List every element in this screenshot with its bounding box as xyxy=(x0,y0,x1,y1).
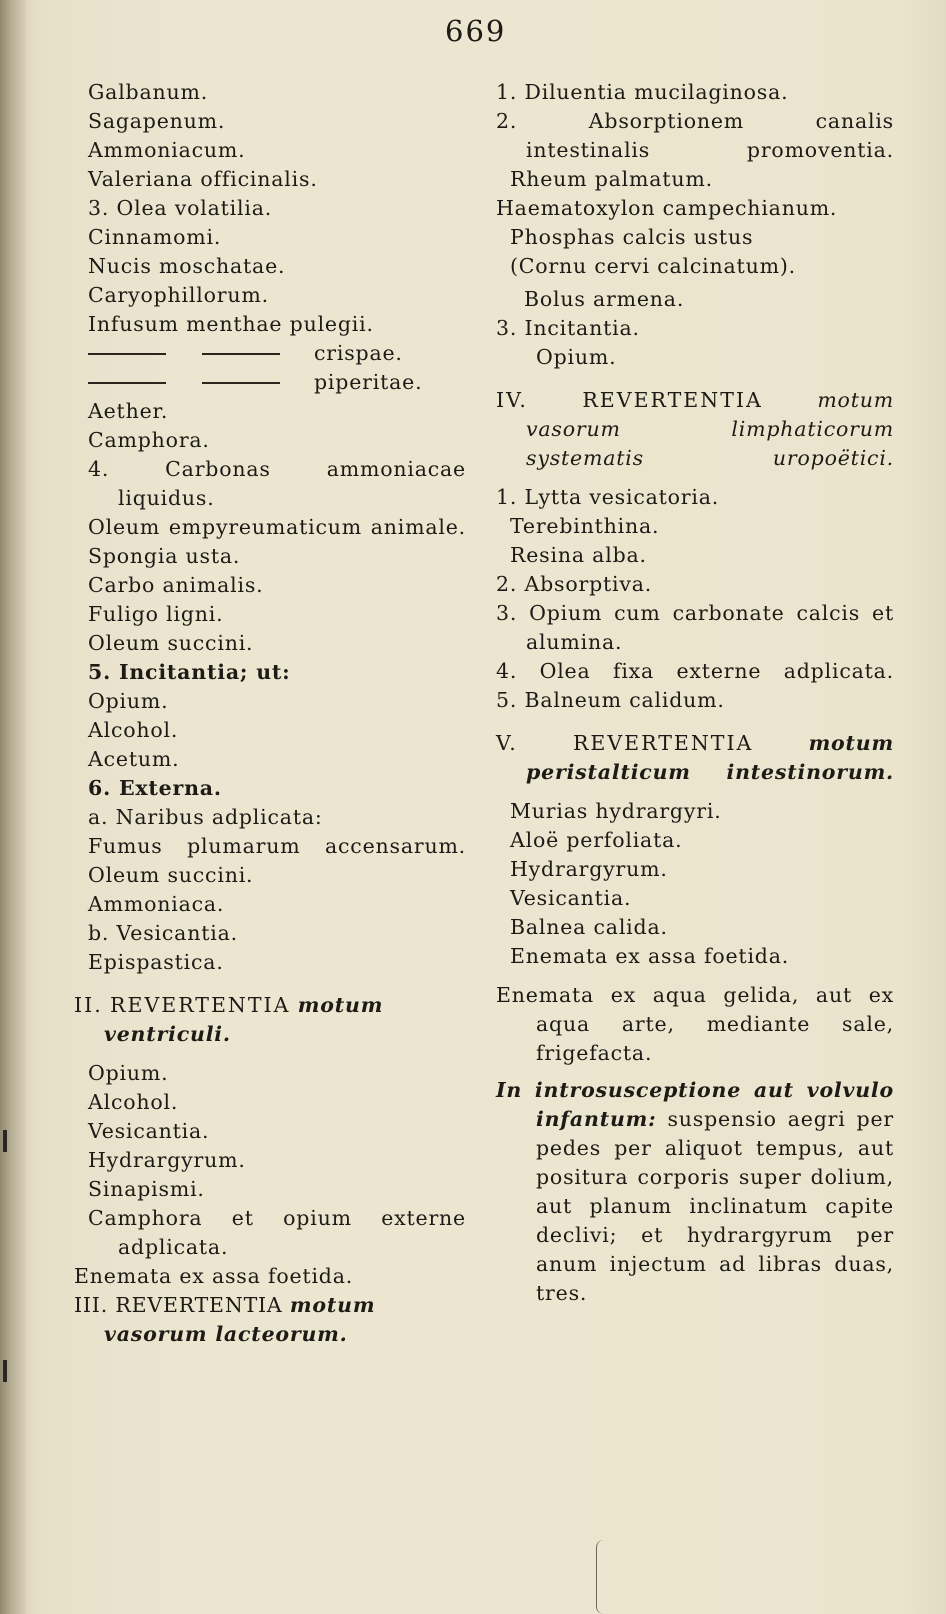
section-iv-number: IV. xyxy=(496,388,528,412)
entry-acetum: Acetum. xyxy=(88,747,180,771)
section-ii-caps: REVERTENTIA xyxy=(110,993,291,1017)
entry-carbonas-ammoniacae: 4. Carbonas ammoniacae liquidus. xyxy=(88,457,466,510)
left-column xyxy=(74,78,466,1349)
entry-oleum-succini: Oleum succini. xyxy=(88,631,254,655)
entry-vesicantia-v: Vesicantia. xyxy=(510,886,632,910)
section-ii-number: II. xyxy=(74,993,103,1017)
entry-oleum-succini-2: Oleum succini. xyxy=(88,863,254,887)
section-v-caps: REVERTENTIA xyxy=(572,731,754,755)
entry-vesicantia: b. Vesicantia. xyxy=(88,921,238,945)
entry-sagapenum: Sagapenum. xyxy=(88,109,226,133)
introsusceptione-text: suspensio aegri per pedes per aliquot tempus, aut positura corporis super dolium, aut planum inclinatum capite declivi; et hydrargyrum per anum injectum ad libras duas, tres. xyxy=(536,1107,894,1305)
section-iv-caps: REVERTENTIA xyxy=(582,388,763,412)
entry-valeriana: Valeriana officinalis. xyxy=(88,167,318,191)
entry-cinnamomi: Cinnamomi. xyxy=(88,225,222,249)
section-iv-heading xyxy=(496,386,894,473)
entry-carbo-animalis: Carbo animalis. xyxy=(88,573,264,597)
section-ii-title: motum ventriculi. xyxy=(104,993,384,1046)
entry-galbanum: Galbanum. xyxy=(88,80,209,104)
entry-rheum: Rheum palmatum. xyxy=(510,167,713,191)
entry-hydrargyrum-ii: Hydrargyrum. xyxy=(88,1148,246,1172)
entry-piperitae-row xyxy=(88,368,466,397)
entry-incitantia: 5. Incitantia; ut: xyxy=(88,660,291,684)
entry-crispae: crispae. xyxy=(314,341,403,365)
entry-haematoxylon: Haematoxylon campechianum. xyxy=(496,196,838,220)
section-v-heading xyxy=(496,729,894,787)
entry-camphora: Camphora. xyxy=(88,428,210,452)
entry-externa: 6. Externa. xyxy=(88,776,222,800)
entry-aloe-perfoliata: Aloë perfoliata. xyxy=(510,828,683,852)
entry-bolus-armena: Bolus armena. xyxy=(524,287,685,311)
section-iii-caps: REVERTENTIA xyxy=(115,1293,283,1317)
ditto-dash xyxy=(88,382,166,384)
entry-phosphas-calcis: Phosphas calcis ustus xyxy=(510,225,754,249)
entry-fumus-plumarum: Fumus plumarum accensarum. xyxy=(88,834,466,858)
entry-murias-hydrargyri: Murias hydrargyri. xyxy=(510,799,722,823)
entry-olea-volatilia: 3. Olea volatilia. xyxy=(88,196,273,220)
entry-ammoniaca: Ammoniaca. xyxy=(88,892,225,916)
entry-cornu-cervi: (Cornu cervi calcinatum). xyxy=(510,254,796,278)
section-v-title: motum peristalticum intestinorum. xyxy=(526,731,894,784)
entry-alcohol-ii: Alcohol. xyxy=(88,1090,179,1114)
entry-naribus-adplicata: a. Naribus adplicata: xyxy=(88,805,323,829)
section-iv-title: motum vasorum limphaticorum systematis uropoëtici. xyxy=(526,388,894,470)
entry-incitantia-r: 3. Incitantia. xyxy=(496,316,640,340)
entry-caryophillorum: Caryophillorum. xyxy=(88,283,269,307)
ditto-dash xyxy=(88,353,166,355)
section-iii-number: III. xyxy=(74,1293,109,1317)
entry-balneum-calidum: 5. Balneum calidum. xyxy=(496,688,725,712)
entry-piperitae: piperitae. xyxy=(314,370,423,394)
entry-infusum-menthae: Infusum menthae pulegii. xyxy=(88,312,374,336)
pencil-mark xyxy=(596,1540,611,1614)
entry-enemata-ii: Enemata ex assa foetida. xyxy=(74,1264,354,1288)
entry-aether: Aether. xyxy=(88,399,169,423)
entry-vesicantia-ii: Vesicantia. xyxy=(88,1119,210,1143)
ditto-dash xyxy=(202,382,280,384)
entry-olea-fixa: 4. Olea fixa externe adplicata. xyxy=(496,659,894,683)
entry-opium-carbonate: 3. Opium cum carbonate calcis et alumina. xyxy=(496,601,894,654)
entry-introsusceptione xyxy=(496,1076,894,1308)
ditto-dash xyxy=(202,353,280,355)
entry-spongia-usta: Spongia usta. xyxy=(88,544,241,568)
introsusceptione-title: In introsusceptione aut volvulo infantum: xyxy=(496,1078,894,1131)
entry-camphora-opium: Camphora et opium externe adplicata. xyxy=(88,1206,466,1259)
entry-alcohol: Alcohol. xyxy=(88,718,179,742)
entry-enemata-assa: Enemata ex assa foetida. xyxy=(510,944,790,968)
entry-absorptiva: 2. Absorptiva. xyxy=(496,572,653,596)
entry-sinapismi: Sinapismi. xyxy=(88,1177,205,1201)
entry-oleum-empyreumaticum: Oleum empyreumaticum animale. xyxy=(88,515,466,539)
page-number: 669 xyxy=(445,14,507,48)
entry-lytta: 1. Lytta vesicatoria. xyxy=(496,485,720,509)
entry-diluentia: 1. Diluentia mucilaginosa. xyxy=(496,80,789,104)
edge-mark xyxy=(3,1130,7,1152)
entry-terebinthina: Terebinthina. xyxy=(510,514,660,538)
edge-mark xyxy=(3,1360,7,1382)
section-v-number: V. xyxy=(496,731,518,755)
entry-resina-alba: Resina alba. xyxy=(510,543,647,567)
entry-epispastica: Epispastica. xyxy=(88,950,224,974)
section-ii-heading xyxy=(74,991,466,1049)
entry-enemata-aqua: Enemata ex aqua gelida, aut ex aqua arte, mediante sale, frigefacta. xyxy=(496,983,894,1065)
right-column xyxy=(496,78,894,1308)
entry-opium-ii: Opium. xyxy=(88,1061,169,1085)
entry-opium: Opium. xyxy=(88,689,169,713)
entry-crispae-row xyxy=(88,339,466,368)
entry-hydrargyrum-v: Hydrargyrum. xyxy=(510,857,668,881)
section-iii-heading xyxy=(74,1291,466,1349)
entry-nucis-moschatae: Nucis moschatae. xyxy=(88,254,286,278)
entry-ammoniacum: Ammoniacum. xyxy=(88,138,246,162)
section-iii-title: motum vasorum lacteorum. xyxy=(104,1293,376,1346)
entry-opium-r: Opium. xyxy=(536,345,617,369)
entry-balnea-calida: Balnea calida. xyxy=(510,915,668,939)
entry-fuligo-ligni: Fuligo ligni. xyxy=(88,602,224,626)
entry-absorptionem: 2. Absorptionem canalis intestinalis promoventia. xyxy=(496,109,894,162)
